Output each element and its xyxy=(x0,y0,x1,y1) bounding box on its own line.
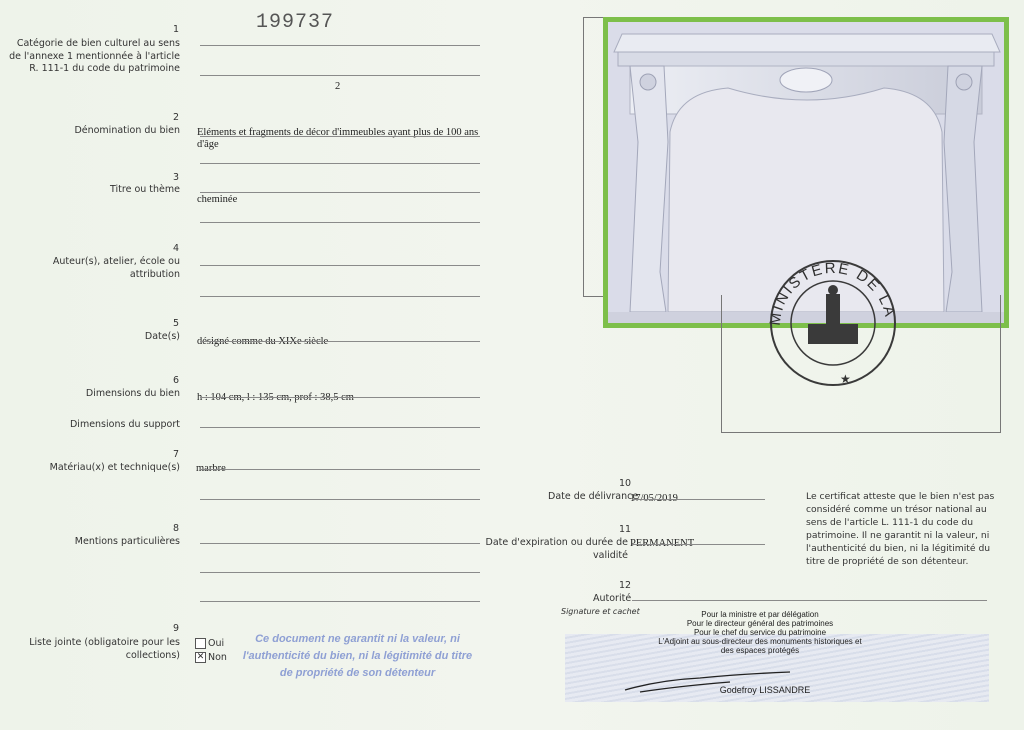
section-8-line xyxy=(200,543,480,544)
section-3-line-2 xyxy=(200,222,480,223)
section-1-line xyxy=(200,45,480,46)
section-9-number: 9 xyxy=(173,623,180,634)
section-7-line xyxy=(200,469,480,470)
section-12-sublabel: Signature et cachet xyxy=(561,607,640,616)
certificate-statement: Le certificat atteste que le bien n'est pas considéré comme un trésor national au sens de l'article L. 111-1 du code du patrimoine. Il ne garantit ni la valeur, ni l'authenticité du bien, ni la légitimité du titre de propriété de son détenteur. xyxy=(806,491,995,567)
svg-text:★: ★ xyxy=(840,372,851,386)
checkbox-oui-label: Oui xyxy=(208,638,225,649)
section-7-line-2 xyxy=(200,499,480,500)
section-5-line xyxy=(200,341,480,342)
section-12-line xyxy=(632,600,987,601)
ministry-stamp xyxy=(768,258,898,388)
section-6-line xyxy=(200,397,480,398)
section-1-value: 2 xyxy=(335,81,341,92)
section-12-number: 12 xyxy=(619,580,632,591)
section-11-value: PERMANENT xyxy=(630,538,695,549)
section-2-label: Dénomination du bien xyxy=(74,125,180,136)
section-8-number: 8 xyxy=(173,523,180,534)
checkbox-oui[interactable] xyxy=(195,638,206,649)
checkbox-non[interactable]: ✕ xyxy=(196,652,205,662)
section-3-value: cheminée xyxy=(197,194,238,205)
signature-line-1: Pour la ministre et par délégation xyxy=(701,610,819,619)
section-5-number: 5 xyxy=(173,318,180,329)
section-1-number: 1 xyxy=(173,24,180,35)
disclaimer-text: Ce document ne garantit ni la valeur, ni l'authenticité du bien, ni la légitimité du titre de propriété de son détenteur xyxy=(242,633,473,679)
section-10-line xyxy=(632,499,765,500)
section-11-label: Date d'expiration ou durée de validité xyxy=(485,537,628,561)
checkbox-non-label: Non xyxy=(208,652,227,663)
section-6-number: 6 xyxy=(173,375,180,386)
section-8-line-3 xyxy=(200,601,480,602)
section-12-label: Autorité xyxy=(593,593,632,604)
signature-line-5: des espaces protégés xyxy=(720,646,800,655)
section-2-number: 2 xyxy=(173,112,180,123)
section-10-value: 17/05/2019 xyxy=(630,493,678,504)
section-9-label: Liste jointe (obligatoire pour les collections) xyxy=(29,637,180,661)
section-3-line xyxy=(200,192,480,193)
section-4-label: Auteur(s), atelier, école ou attribution xyxy=(52,256,180,280)
signatory-name: Godefroy LISSANDRE xyxy=(719,685,811,695)
section-2-line-2 xyxy=(200,163,480,164)
section-6-value: h : 104 cm, l : 135 cm, prof : 38,5 cm xyxy=(197,392,354,403)
section-10-label: Date de délivrance xyxy=(548,491,639,502)
section-2-value: Eléments et fragments de décor d'immeubles ayant plus de 100 ans d'âge xyxy=(197,127,479,150)
signature-block xyxy=(640,610,880,655)
section-2-line xyxy=(200,136,480,137)
section-1-line-2 xyxy=(200,75,480,76)
signature-line-4: L'Adjoint au sous-directeur des monuments historiques et xyxy=(658,637,862,646)
section-11-number: 11 xyxy=(619,524,632,535)
section-11-line xyxy=(632,544,765,545)
certificate-number: 199737 xyxy=(256,11,335,34)
section-1-label: Catégorie de bien culturel au sens de l'annexe 1 mentionnée à l'article R. 111-1 du code du patrimoine xyxy=(9,38,180,74)
section-7-number: 7 xyxy=(173,449,180,460)
section-3-number: 3 xyxy=(173,172,180,183)
section-8-line-2 xyxy=(200,572,480,573)
section-6-support-label: Dimensions du support xyxy=(69,419,180,430)
section-4-line xyxy=(200,265,480,266)
section-7-value: marbre xyxy=(196,463,226,474)
section-6-support-line xyxy=(200,427,480,428)
section-4-number: 4 xyxy=(173,243,180,254)
signature-line-2: Pour le directeur général des patrimoines xyxy=(686,619,834,628)
section-5-label: Date(s) xyxy=(144,331,180,342)
stamp-text: MINISTERE DE LA xyxy=(768,259,898,327)
section-8-label: Mentions particulières xyxy=(74,536,180,547)
section-3-label: Titre ou thème xyxy=(110,184,180,195)
section-10-number: 10 xyxy=(619,478,632,489)
signature-line-3: Pour le chef du service du patrimoine xyxy=(693,628,827,637)
section-4-line-2 xyxy=(200,296,480,297)
section-5-value: désigné comme du XIXe siècle xyxy=(197,336,329,347)
section-7-label: Matériau(x) et technique(s) xyxy=(49,462,180,473)
section-6-label: Dimensions du bien xyxy=(85,388,180,399)
